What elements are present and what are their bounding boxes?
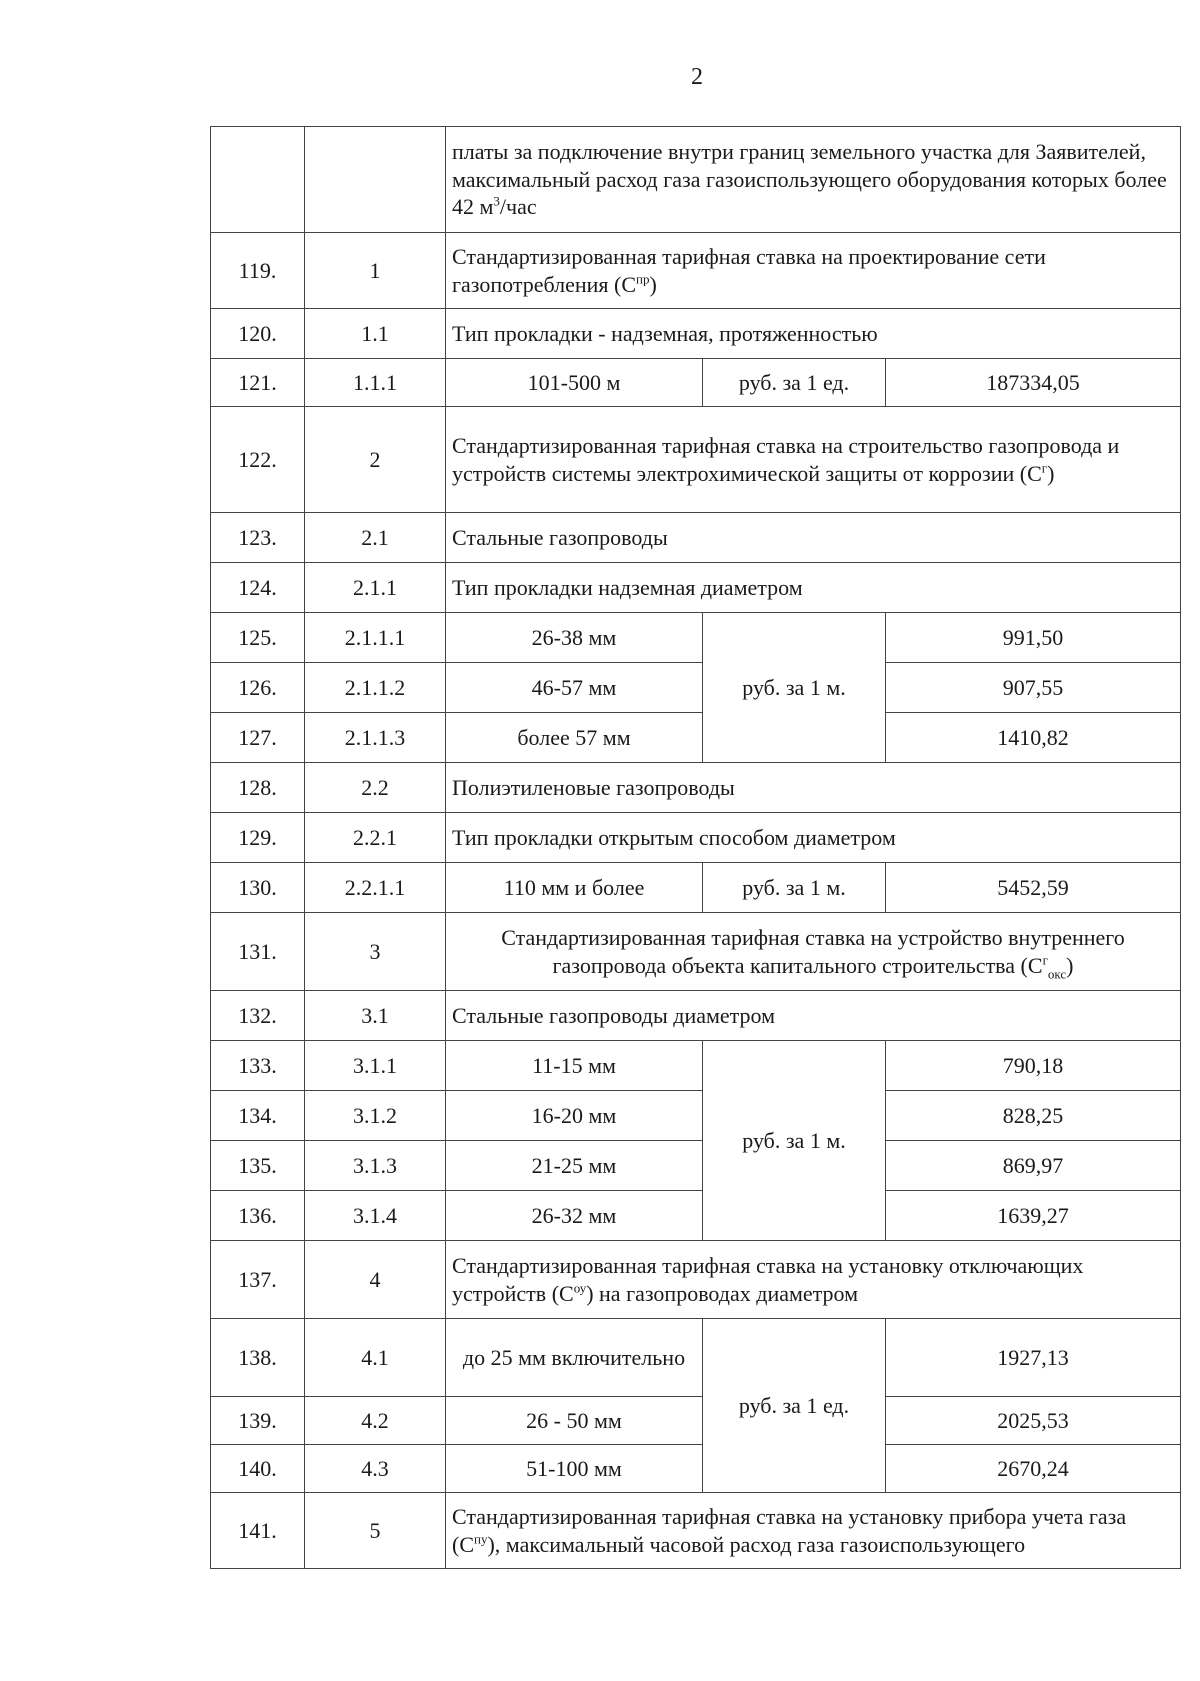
row-number: 129. xyxy=(211,813,305,863)
row-number: 132. xyxy=(211,991,305,1041)
row-parameter: 101-500 м xyxy=(446,359,703,407)
table-row xyxy=(211,1397,1181,1445)
row-number: 141. xyxy=(211,1493,305,1569)
description-text: ) xyxy=(1066,952,1074,978)
subscript: окс xyxy=(1047,965,1067,981)
description-text: ) xyxy=(1047,460,1055,486)
row-code: 3.1.2 xyxy=(305,1091,446,1141)
row-code: 3.1 xyxy=(305,991,446,1041)
description-text: Стандартизированная тарифная ставка на строительство газопровода и устройств системы электрохимической защиты от коррозии (С xyxy=(452,433,1120,486)
row-number: 138. xyxy=(211,1319,305,1397)
row-number: 136. xyxy=(211,1191,305,1241)
row-code-cell xyxy=(305,127,446,233)
row-code: 5 xyxy=(305,1493,446,1569)
row-value: 1410,82 xyxy=(886,713,1181,763)
table-row xyxy=(211,913,1181,991)
row-code: 3.1.4 xyxy=(305,1191,446,1241)
row-parameter: 26-32 мм xyxy=(446,1191,703,1241)
row-value: 1639,27 xyxy=(886,1191,1181,1241)
table-row xyxy=(211,713,1181,763)
row-parameter: до 25 мм включительно xyxy=(446,1319,703,1397)
description-text: ), максимальный часовой расход газа газоиспользующего xyxy=(487,1531,1026,1557)
row-description: Тип прокладки открытым способом диаметром xyxy=(446,813,1181,863)
table-row xyxy=(211,513,1181,563)
row-code: 4.3 xyxy=(305,1445,446,1493)
superscript: оу xyxy=(573,1280,587,1296)
row-value: 828,25 xyxy=(886,1091,1181,1141)
row-code: 1.1.1 xyxy=(305,359,446,407)
row-description: Тип прокладки - надземная, протяженностью xyxy=(446,309,1181,359)
row-number: 126. xyxy=(211,663,305,713)
row-number: 120. xyxy=(211,309,305,359)
description-text: Стандартизированная тарифная ставка на установку прибора учета газа (С xyxy=(452,1504,1127,1557)
table-row xyxy=(211,813,1181,863)
row-number: 133. xyxy=(211,1041,305,1091)
description-text: ) на газопроводах диаметром xyxy=(586,1280,859,1306)
row-code: 2.1.1.2 xyxy=(305,663,446,713)
row-code: 3.1.3 xyxy=(305,1141,446,1191)
row-code: 2.1.1 xyxy=(305,563,446,613)
description-text: ) xyxy=(649,271,657,297)
table-row xyxy=(211,763,1181,813)
row-unit: руб. за 1 м. xyxy=(703,1041,886,1241)
table-row xyxy=(211,1241,1181,1319)
superscript: пр xyxy=(636,271,650,287)
row-parameter: 16-20 мм xyxy=(446,1091,703,1141)
row-number: 119. xyxy=(211,233,305,309)
table-row xyxy=(211,359,1181,407)
row-parameter: 110 мм и более xyxy=(446,863,703,913)
row-code: 2.2.1 xyxy=(305,813,446,863)
row-number: 139. xyxy=(211,1397,305,1445)
superscript: г xyxy=(1042,952,1048,968)
superscript: г xyxy=(1041,460,1048,476)
table-row xyxy=(211,1319,1181,1397)
description-text: /час xyxy=(499,194,537,220)
row-description xyxy=(446,1241,1181,1319)
row-parameter: 46-57 мм xyxy=(446,663,703,713)
row-parameter: 26-38 мм xyxy=(446,613,703,663)
row-code: 2.1.1.3 xyxy=(305,713,446,763)
description-text: Стандартизированная тарифная ставка на устройство внутреннего газопровода объекта капитального строительства (С xyxy=(501,925,1125,978)
table-row xyxy=(211,1191,1181,1241)
row-code: 2 xyxy=(305,407,446,513)
table-row xyxy=(211,1141,1181,1191)
row-code: 1 xyxy=(305,233,446,309)
table-row xyxy=(211,863,1181,913)
table-row xyxy=(211,613,1181,663)
row-unit: руб. за 1 ед. xyxy=(703,1319,886,1493)
row-value: 187334,05 xyxy=(886,359,1181,407)
row-code: 2.2 xyxy=(305,763,446,813)
row-number: 131. xyxy=(211,913,305,991)
row-value: 1927,13 xyxy=(886,1319,1181,1397)
row-unit: руб. за 1 ед. xyxy=(703,359,886,407)
table-row xyxy=(211,991,1181,1041)
row-number: 135. xyxy=(211,1141,305,1191)
row-number: 137. xyxy=(211,1241,305,1319)
row-description xyxy=(446,1493,1181,1569)
table-row xyxy=(211,233,1181,309)
table-row xyxy=(211,1445,1181,1493)
row-code: 2.2.1.1 xyxy=(305,863,446,913)
row-value: 2670,24 xyxy=(886,1445,1181,1493)
row-description: Полиэтиленовые газопроводы xyxy=(446,763,1181,813)
row-number: 123. xyxy=(211,513,305,563)
row-value: 869,97 xyxy=(886,1141,1181,1191)
table-row xyxy=(211,407,1181,513)
row-number: 122. xyxy=(211,407,305,513)
row-code: 4.2 xyxy=(305,1397,446,1445)
row-number: 121. xyxy=(211,359,305,407)
table-row xyxy=(211,1493,1181,1569)
description-text: платы за подключение внутри границ земельного участка для Заявителей, максимальный расход газа газоиспользующего оборудования которых более 42 м xyxy=(452,139,1167,220)
row-value: 5452,59 xyxy=(886,863,1181,913)
table-row xyxy=(211,127,1181,233)
row-parameter: 26 - 50 мм xyxy=(446,1397,703,1445)
description-text: Стандартизированная тарифная ставка на проектирование сети газопотребления (С xyxy=(452,244,1046,297)
row-value: 2025,53 xyxy=(886,1397,1181,1445)
row-number: 125. xyxy=(211,613,305,663)
row-code: 4 xyxy=(305,1241,446,1319)
row-value: 907,55 xyxy=(886,663,1181,713)
row-description: Стальные газопроводы диаметром xyxy=(446,991,1181,1041)
row-description xyxy=(446,233,1181,309)
row-parameter: 51-100 мм xyxy=(446,1445,703,1493)
description-text: Стандартизированная тарифная ставка на установку отключающих устройств (С xyxy=(452,1253,1084,1306)
row-unit: руб. за 1 м. xyxy=(703,863,886,913)
row-description: Тип прокладки надземная диаметром xyxy=(446,563,1181,613)
row-parameter: 11-15 мм xyxy=(446,1041,703,1091)
row-code: 2.1 xyxy=(305,513,446,563)
row-number: 134. xyxy=(211,1091,305,1141)
row-unit: руб. за 1 м. xyxy=(703,613,886,763)
superscript: пу xyxy=(474,1531,488,1547)
row-number: 130. xyxy=(211,863,305,913)
row-number: 140. xyxy=(211,1445,305,1493)
table-row xyxy=(211,309,1181,359)
row-code: 3 xyxy=(305,913,446,991)
row-number: 128. xyxy=(211,763,305,813)
row-code: 4.1 xyxy=(305,1319,446,1397)
row-value: 790,18 xyxy=(886,1041,1181,1091)
row-value: 991,50 xyxy=(886,613,1181,663)
row-number: 124. xyxy=(211,563,305,613)
row-code: 2.1.1.1 xyxy=(305,613,446,663)
superscript: 3 xyxy=(493,193,500,209)
row-parameter: более 57 мм xyxy=(446,713,703,763)
row-number-cell xyxy=(211,127,305,233)
row-code: 1.1 xyxy=(305,309,446,359)
table-row xyxy=(211,1091,1181,1141)
row-description xyxy=(446,407,1181,513)
row-description xyxy=(446,127,1181,233)
table-row xyxy=(211,663,1181,713)
row-parameter: 21-25 мм xyxy=(446,1141,703,1191)
row-code: 3.1.1 xyxy=(305,1041,446,1091)
table-row xyxy=(211,563,1181,613)
row-description xyxy=(446,913,1181,991)
tariff-table xyxy=(210,126,1181,1569)
row-number: 127. xyxy=(211,713,305,763)
row-description: Стальные газопроводы xyxy=(446,513,1181,563)
table-row xyxy=(211,1041,1181,1091)
page-number: 2 xyxy=(691,64,703,90)
